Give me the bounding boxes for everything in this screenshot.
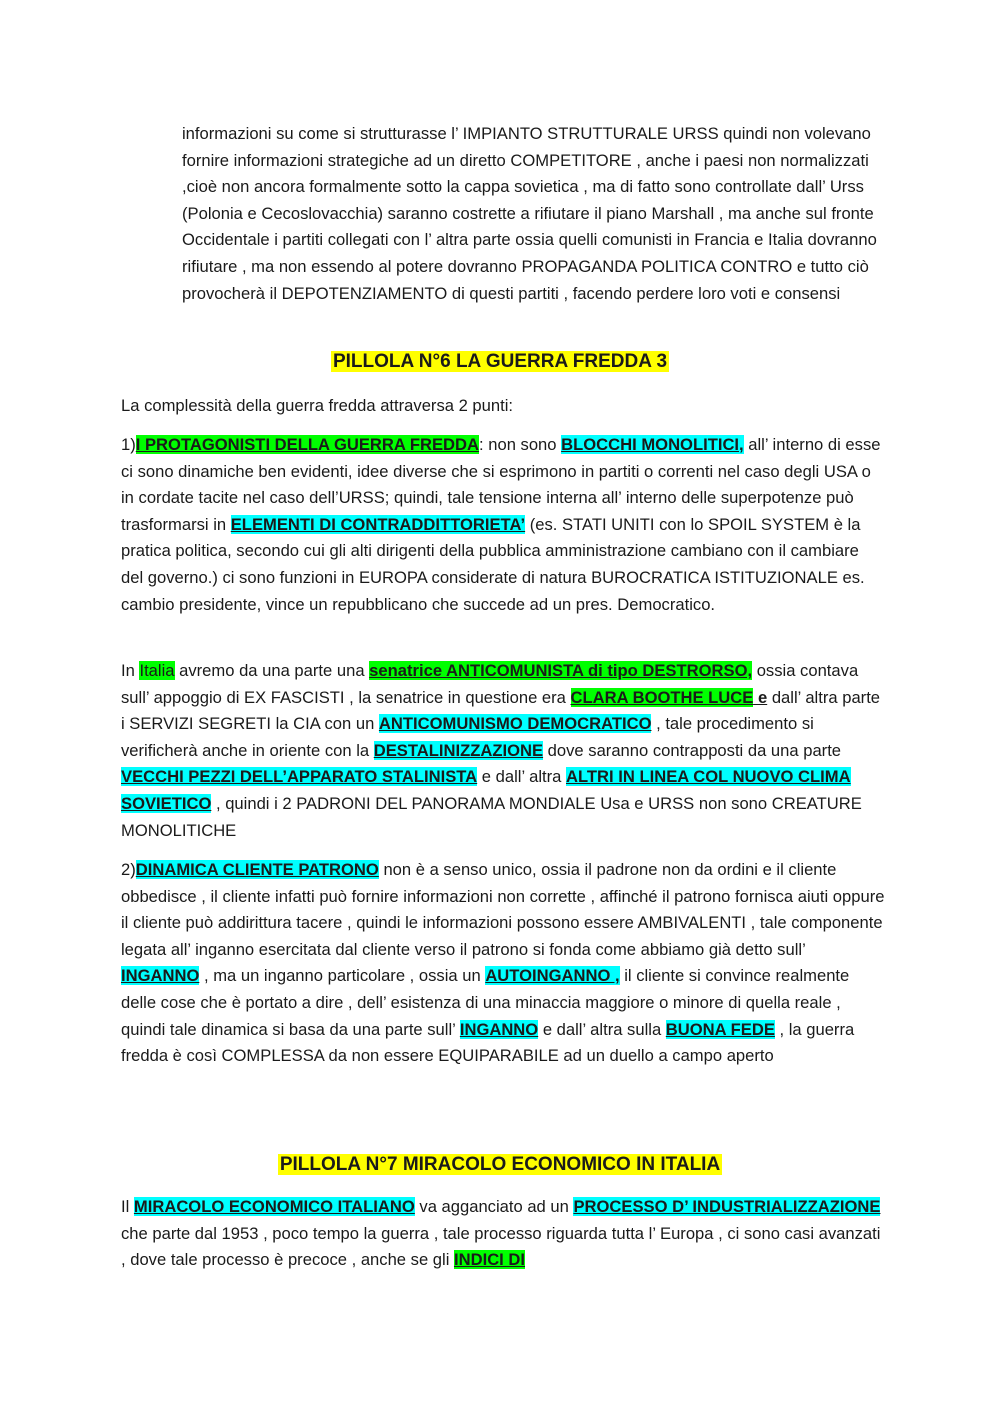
heading-pillola-7-text: PILLOLA N°7 MIRACOLO ECONOMICO IN ITALIA <box>279 1154 721 1175</box>
highlight-buona-fede: BUONA FEDE <box>665 1019 775 1039</box>
paragraph-intro: La complessità della guerra fredda attraversa 2 punti: <box>121 396 514 415</box>
heading-pillola-7 <box>0 1152 1000 1178</box>
text-run: ossia contava sull’ appoggio di EX FASCISTI , la senatrice in questione era <box>121 661 859 707</box>
paragraph-italia <box>121 658 885 844</box>
intro-text: informazioni su come si strutturasse l’ IMPIANTO STRUTTURALE URSS quindi non volevano fornire informazioni strategiche ad un diretto COMPETITORE , anche i paesi non normalizzati ,cioè non ancora formalmente sotto la cappa sovietica , ma di fatto sono controllate dall’ Urss (Polonia e Cecoslovacchia) saranno costrette a rifiutare il piano Marshall , ma anche sul fronte Occidentale i partiti collegati con l’ altra parte ossia quelli comunisti in Francia e Italia dovranno rifiutare , ma non essendo al potere dovranno PROPAGANDA POLITICA CONTRO e tutto ciò provocherà il DEPOTENZIAMENTO di questi partiti , facendo perdere loro voti e consensi <box>182 124 877 303</box>
intro-paragraph <box>182 121 902 307</box>
point-number: 1) <box>121 435 136 454</box>
text-run: (es. STATI UNITI con lo SPOIL SYSTEM è la pratica politica, secondo cui gli alti dirigenti della pubblica amministrazione cambiano con il cambiare del governo.) ci sono funzioni in EUROPA considerate di natura BUROCRATICA ISTITUZIONALE es. cambio presidente, vince un repubblicano che succede ad un pres. Democratico. <box>121 514 865 614</box>
text-run: dove saranno contrapposti da una parte <box>543 740 842 760</box>
text-run: , quindi i 2 PADRONI DEL PANORAMA MONDIALE Usa e URSS non sono CREATURE MONOLITICHE <box>121 793 862 840</box>
text-run: il cliente si convince realmente delle cose che è portato a dire , dell’ esistenza di una minaccia maggiore o minore di quella reale , quindi tale dinamica si basa da una parte sull’ <box>121 966 850 1039</box>
text-run: In <box>121 661 140 680</box>
highlight-inganno: INGANNO <box>121 966 200 986</box>
highlight-autoinganno: AUTOINGANNO , <box>485 966 620 986</box>
text-run: non è a senso unico, ossia il padrone non da ordini e il cliente obbedisce , il cliente infatti può fornire informazioni non corrette , affinché il patrono fornisca aiuti oppure il cliente può addirittura tacere , quindi le informazioni possono essere AMBIVALENTI , tale componente legata all’ inganno esercitata dal cliente verso il patrono si fonda come abbiamo già detto sull’ <box>121 860 885 959</box>
highlight-italia: Italia <box>139 661 175 680</box>
paragraph-point-2 <box>121 857 885 1070</box>
text-run: e dall’ altra sulla <box>538 1019 666 1039</box>
text-run: , ma un inganno particolare , ossia un <box>199 966 486 986</box>
highlight-protagonisti: I PROTAGONISTI DELLA GUERRA FREDDA <box>135 435 480 454</box>
text-run: va agganciato ad un <box>414 1197 574 1216</box>
text-run: : non sono <box>479 435 562 454</box>
highlight-altri-in-linea: ALTRI IN LINEA COL NUOVO CLIMA SOVIETICO <box>121 767 851 813</box>
highlight-contraddittorieta: ELEMENTI DI CONTRADDITTORIETA’ <box>230 514 526 534</box>
highlight-inganno-2: INGANNO <box>459 1019 539 1039</box>
text-run: , tale procedimento si verificherà anche in oriente con la <box>121 714 814 760</box>
text-run: Il <box>121 1197 134 1216</box>
highlight-blocchi: BLOCCHI MONOLITICI, <box>561 435 744 454</box>
text-run: avremo da una parte una <box>174 661 370 680</box>
heading-pillola-6 <box>0 349 1000 375</box>
highlight-dinamica-cliente-patrono: DINAMICA CLIENTE PATRONO <box>135 860 379 879</box>
highlight-indici-di: INDICI DI <box>454 1250 525 1270</box>
text-run: all’ interno di esse ci sono dinamiche ben evidenti, idee diverse che si esprimono in partiti o correnti nel caso degli USA o in cordate tacite nel caso dell’URSS; quindi, tale tensione interna all’ interno delle superpotenze può trasformarsi in <box>121 435 881 534</box>
highlight-destalinizzazione: DESTALINIZZAZIONE <box>373 740 544 760</box>
highlight-senatrice: senatrice ANTICOMUNISTA di tipo DESTRORSO, <box>369 661 753 680</box>
highlight-processo-industrializzazione: PROCESSO D’ INDUSTRIALIZZAZIONE <box>573 1197 881 1216</box>
text-run: che parte dal 1953 , poco tempo la guerra , tale processo riguarda tutta l’ Europa , ci sono casi avanzati , dove tale processo è precoce , anche se gli <box>121 1223 881 1270</box>
highlight-vecchi-pezzi: VECCHI PEZZI DELL’APPARATO STALINISTA <box>121 767 478 787</box>
paragraph-point-1 <box>121 432 885 618</box>
text-run: e dall’ altra <box>477 767 567 787</box>
highlight-miracolo-economico: MIRACOLO ECONOMICO ITALIANO <box>133 1197 415 1216</box>
highlight-clara-boothe-luce: CLARA BOOTHE LUCE <box>570 687 754 707</box>
heading-pillola-6-text: PILLOLA N°6 LA GUERRA FREDDA 3 <box>332 351 668 372</box>
highlight-anticomunismo-democratico: ANTICOMUNISMO DEMOCRATICO <box>378 714 652 734</box>
text-run: e <box>753 687 768 707</box>
point-number: 2) <box>121 860 136 879</box>
text-run: dall’ altra parte i SERVIZI SEGRETI la CIA con un <box>121 687 881 734</box>
text-run: , la guerra fredda è così COMPLESSA da non essere EQUIPARABILE ad un duello a campo aperto <box>121 1019 855 1066</box>
paragraph-miracolo <box>121 1194 885 1274</box>
